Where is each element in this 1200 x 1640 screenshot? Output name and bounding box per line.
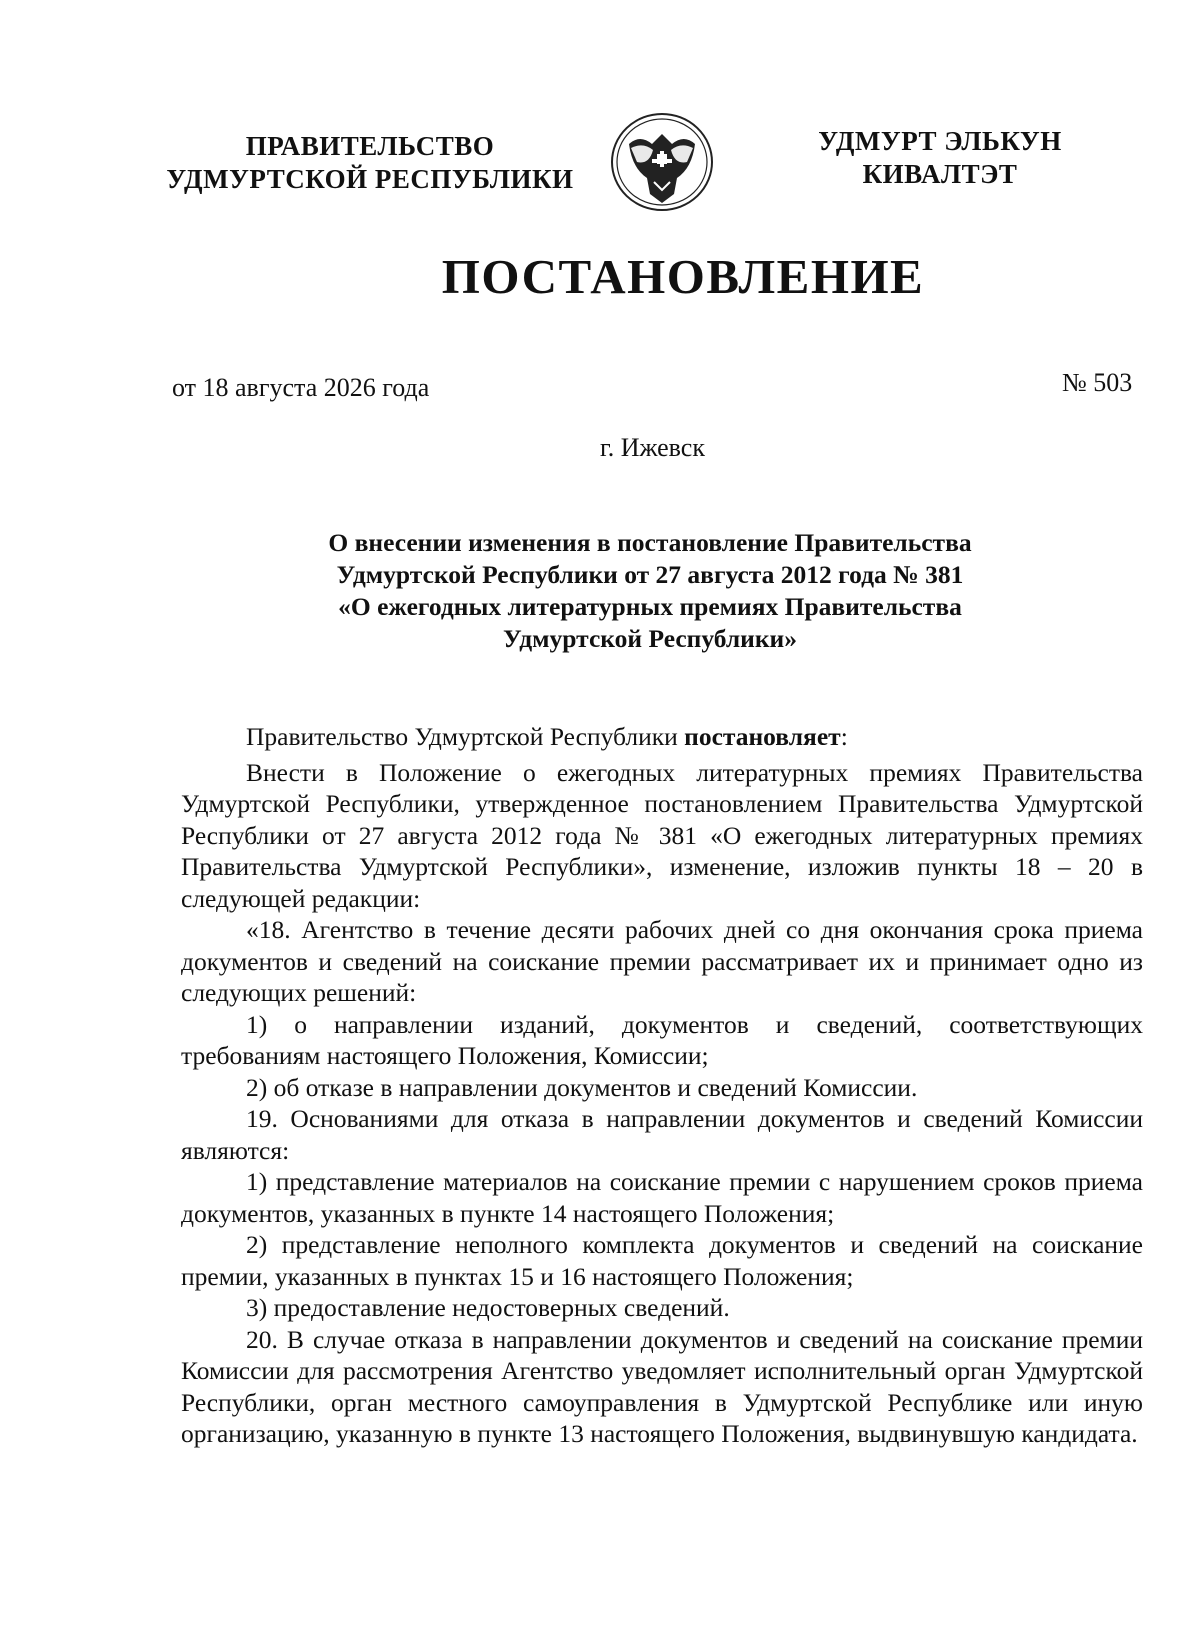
body-paragraph: 19. Основаниями для отказа в направлении документов и сведений Комиссии являются: — [181, 1104, 1143, 1165]
intro-paragraph — [181, 721, 1143, 753]
header-left-line-1: ПРАВИТЕЛЬСТВО — [245, 131, 495, 161]
title-line: Удмуртской Республики от 27 августа 2012 года № 381 — [336, 560, 964, 589]
body-paragraph: 2) представление неполного комплекта документов и сведений на соискание премии, указанных в пунктах 15 и 16 настоящего Положения; — [181, 1230, 1143, 1291]
intro-decree-word: постановляет — [684, 722, 841, 751]
title-line: Удмуртской Республики» — [503, 624, 797, 653]
intro-colon: : — [840, 722, 848, 751]
document-date: от 18 августа 2026 года — [172, 373, 430, 402]
coat-of-arms-emblem-icon — [607, 110, 717, 214]
body-paragraph: 2) об отказе в направлении документов и сведений Комиссии. — [246, 1072, 918, 1102]
header-right-line-2: КИВАЛТЭТ — [862, 159, 1018, 189]
header-right-line-1: УДМУРТ ЭЛЬКУН — [818, 126, 1062, 156]
body-paragraph: «18. Агентство в течение десяти рабочих дней со дня окончания срока приема документов и сведений на соискание премии рассматривает их и принимает одно из следующих решений: — [181, 915, 1143, 1007]
document-number: № 503 — [1062, 368, 1133, 397]
document-city: г. Ижевск — [600, 433, 705, 462]
document-type: ПОСТАНОВЛЕНИЕ — [441, 249, 925, 304]
intro-text: Правительство Удмуртской Республики — [246, 722, 685, 751]
body-paragraph: 1) о направлении изданий, документов и сведений, соответствующих требованиям настоящего Положения, Комиссии; — [181, 1009, 1143, 1070]
government-header-udm — [790, 125, 1090, 191]
body-paragraph: 20. В случае отказа в направлении документов и сведений на соискание премии Комиссии для рассмотрения Агентство уведомляет исполнительный орган Удмуртской Республики, орган местного самоуправления в Удмуртской Республике или иную организацию, указанную в пункте 13 настоящего Положения, выдвинувшую кандидата. — [181, 1324, 1143, 1448]
title-line: «О ежегодных литературных премиях Правительства — [338, 592, 962, 621]
government-header-ru — [150, 130, 590, 196]
body-paragraph: 3) предоставление недостоверных сведений. — [246, 1293, 730, 1322]
header-left-line-2: УДМУРТСКОЙ РЕСПУБЛИКИ — [166, 164, 574, 194]
document-title — [280, 527, 1020, 655]
body-paragraph: Внести в Положение о ежегодных литературных премиях Правительства Удмуртской Республики, утвержденное постановлением Правительства Удмуртской Республики от 27 августа 2012 года № 381 «О ежегодных литературных премиях Правительства Удмуртской Республики», изменение, изложив пункты 18 – 20 в следующей редакции: — [181, 757, 1143, 913]
body-paragraph: 1) представление материалов на соискание премии с нарушением сроков приема документов, указанных в пункте 14 настоящего Положения; — [181, 1167, 1143, 1228]
title-line: О внесении изменения в постановление Правительства — [328, 528, 972, 557]
document-body — [181, 721, 1143, 1450]
